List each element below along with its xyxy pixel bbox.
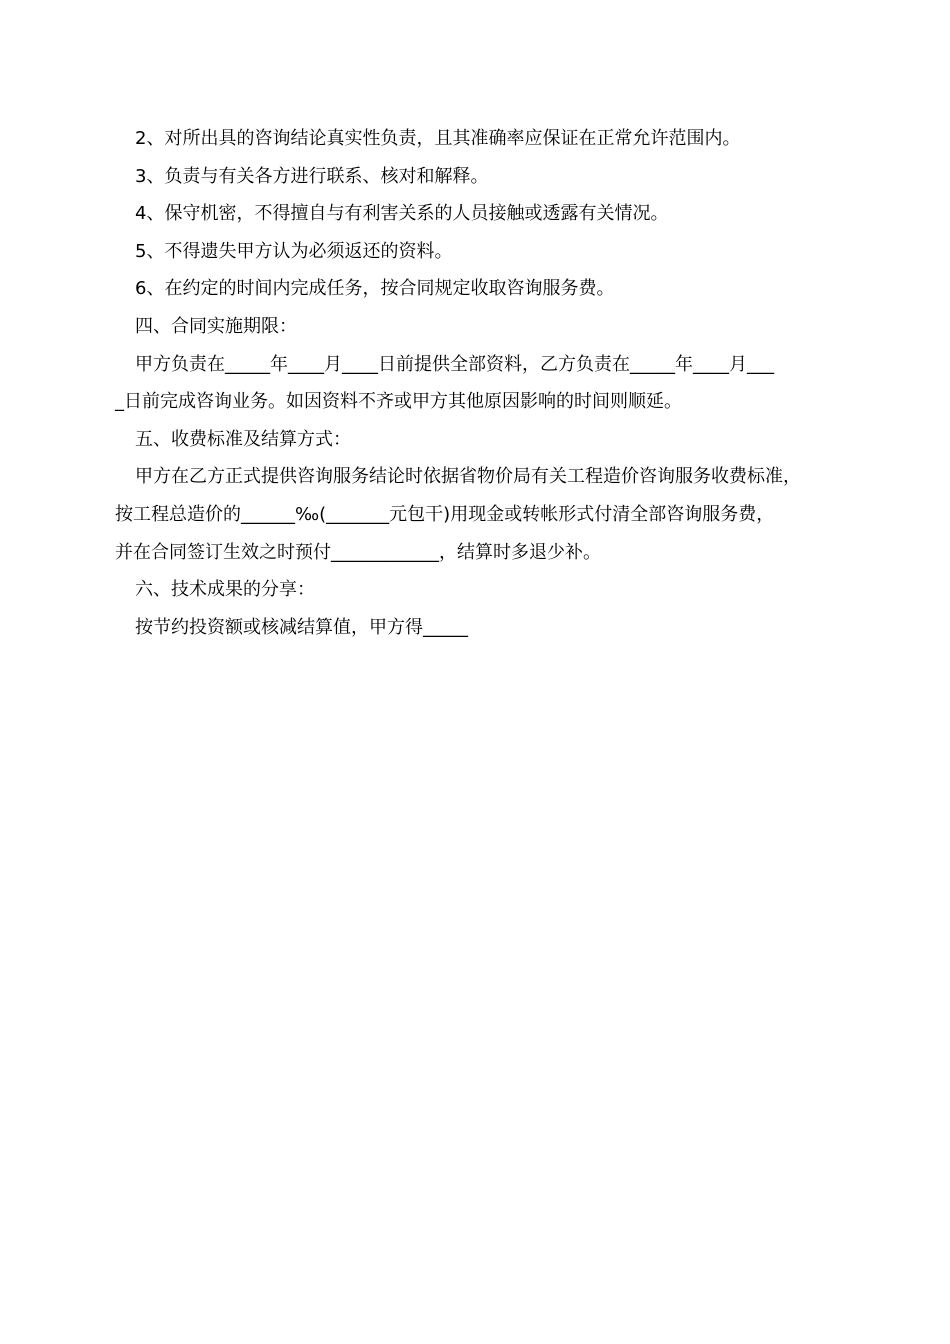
clause-6: 6、在约定的时间内完成任务，按合同规定收取咨询服务费。 — [135, 278, 615, 300]
clause-5: 5、不得遗失甲方认为必须返还的资料。 — [135, 240, 453, 262]
fees-paragraph-line-1: 甲方在乙方正式提供咨询服务结论时依据省物价局有关工程造价咨询服务收费标准， — [135, 466, 801, 488]
clause-4: 4、保守机密，不得擅自与有利害关系的人员接触或透露有关情况。 — [135, 203, 669, 225]
fees-paragraph-line-3: 并在合同签订生效之时预付____________，结算时多退少补。 — [115, 541, 601, 563]
fees-paragraph-line-2: 按工程总造价的______‰(_______元包干)用现金或转帐形式付清全部咨询服务费， — [115, 503, 775, 525]
section-heading-fees: 五、收费标准及结算方式： — [135, 428, 351, 450]
clause-2: 2、对所出具的咨询结论真实性负责，且其准确率应保证在正常允许范围内。 — [135, 128, 741, 149]
section-heading-results: 六、技术成果的分享： — [135, 579, 315, 601]
term-paragraph-line-1: 甲方负责在_____年____月____日前提供全部资料，乙方负责在_____年____月___ — [135, 353, 774, 375]
results-paragraph-line-1: 按节约投资额或核减结算值，甲方得_____ — [135, 616, 468, 638]
section-heading-term: 四、合同实施期限： — [135, 315, 297, 337]
term-paragraph-line-2: _日前完成咨询业务。如因资料不齐或甲方其他原因影响的时间则顺延。 — [115, 391, 682, 413]
document-body — [115, 120, 855, 646]
clause-3: 3、负责与有关各方进行联系、核对和解释。 — [135, 165, 489, 187]
